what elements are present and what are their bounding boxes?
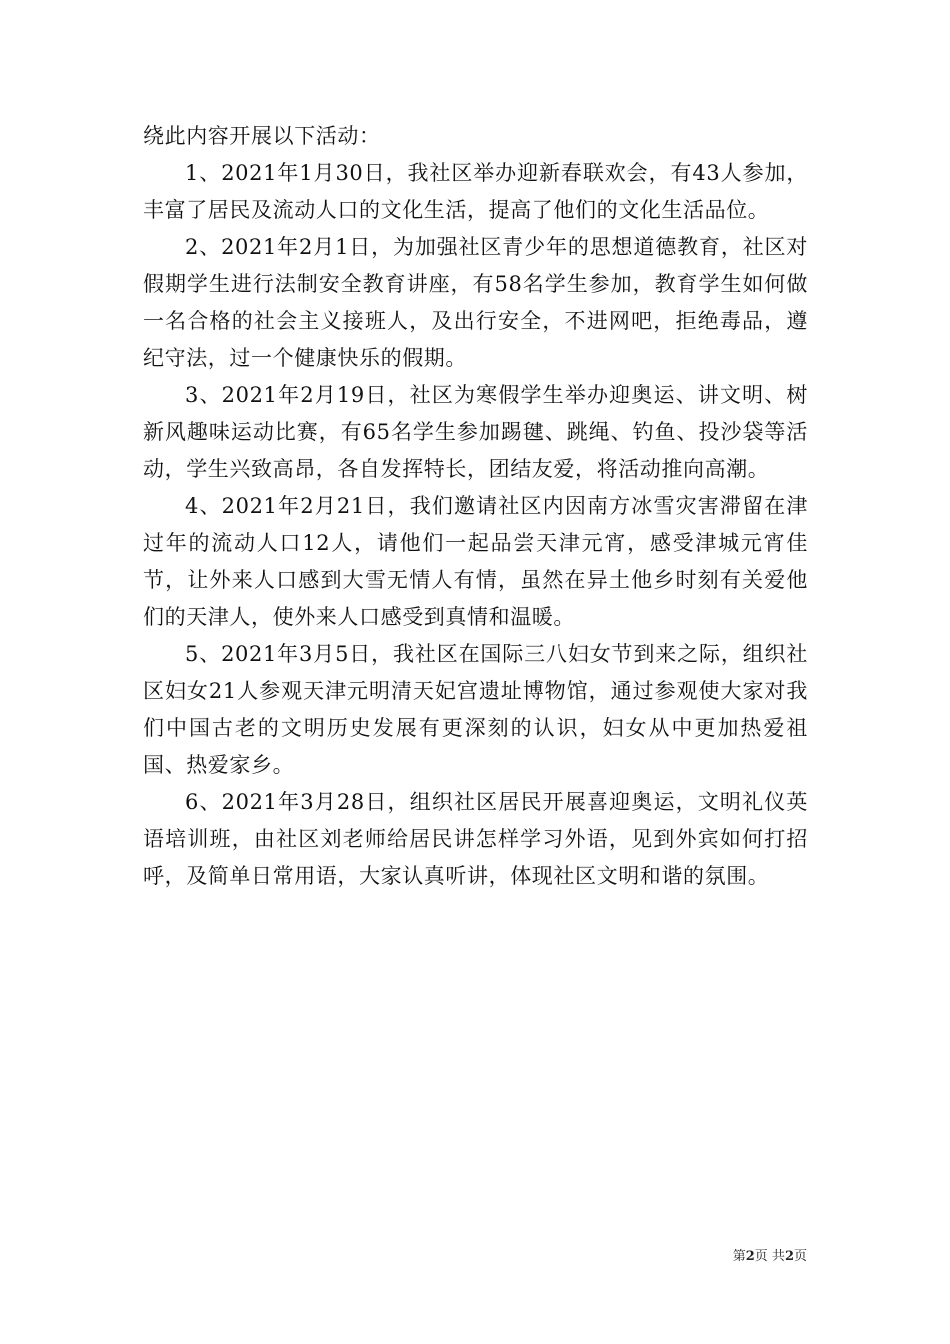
paragraph-intro: 绕此内容开展以下活动： — [143, 124, 381, 148]
paragraph-item-4: 4、2021年2月21日，我们邀请社区内因南方冰雪灾害滞留在津过年的流动人口12人，请他们一起品尝天津元宵，感受津城元宵佳节，让外来人口感到大雪无情人有情，虽然在异土他乡时刻有关爱他们的天津人，使外来人口感受到真情和温暖。 — [143, 494, 808, 629]
footer-middle: 页 共 — [754, 1249, 785, 1264]
footer-total-pages: 2 — [784, 1249, 794, 1264]
page-footer — [733, 1249, 807, 1265]
footer-prefix: 第 — [732, 1249, 746, 1264]
paragraph-item-5: 5、2021年3月5日，我社区在国际三八妇女节到来之际，组织社区妇女21人参观天津元明清天妃宫遗址博物馆，通过参观使大家对我们中国古老的文明历史发展有更深刻的认识，妇女从中更加热爱祖国、热爱家乡。 — [143, 642, 808, 777]
paragraph-item-3: 3、2021年2月19日，社区为寒假学生举办迎奥运、讲文明、树新风趣味运动比赛，有65名学生参加踢毽、跳绳、钓鱼、投沙袋等活动，学生兴致高昂，各自发挥特长，团结友爱，将活动推向高潮。 — [143, 383, 808, 481]
paragraph-item-2: 2、2021年2月1日，为加强社区青少年的思想道德教育，社区对假期学生进行法制安全教育讲座，有58名学生参加，教育学生如何做一名合格的社会主义接班人，及出行安全，不进网吧，拒绝毒品，遵纪守法，过一个健康快乐的假期。 — [143, 235, 808, 370]
footer-suffix: 页 — [793, 1249, 807, 1264]
footer-current-page: 2 — [745, 1249, 755, 1264]
document-body — [143, 118, 808, 895]
paragraph-item-1: 1、2021年1月30日，我社区举办迎新春联欢会，有43人参加，丰富了居民及流动人口的文化生活，提高了他们的文化生活品位。 — [143, 161, 808, 222]
paragraph-item-6: 6、2021年3月28日，组织社区居民开展喜迎奥运，文明礼仪英语培训班，由社区刘老师给居民讲怎样学习外语，见到外宾如何打招呼，及简单日常用语，大家认真听讲，体现社区文明和谐的氛围。 — [143, 790, 808, 888]
